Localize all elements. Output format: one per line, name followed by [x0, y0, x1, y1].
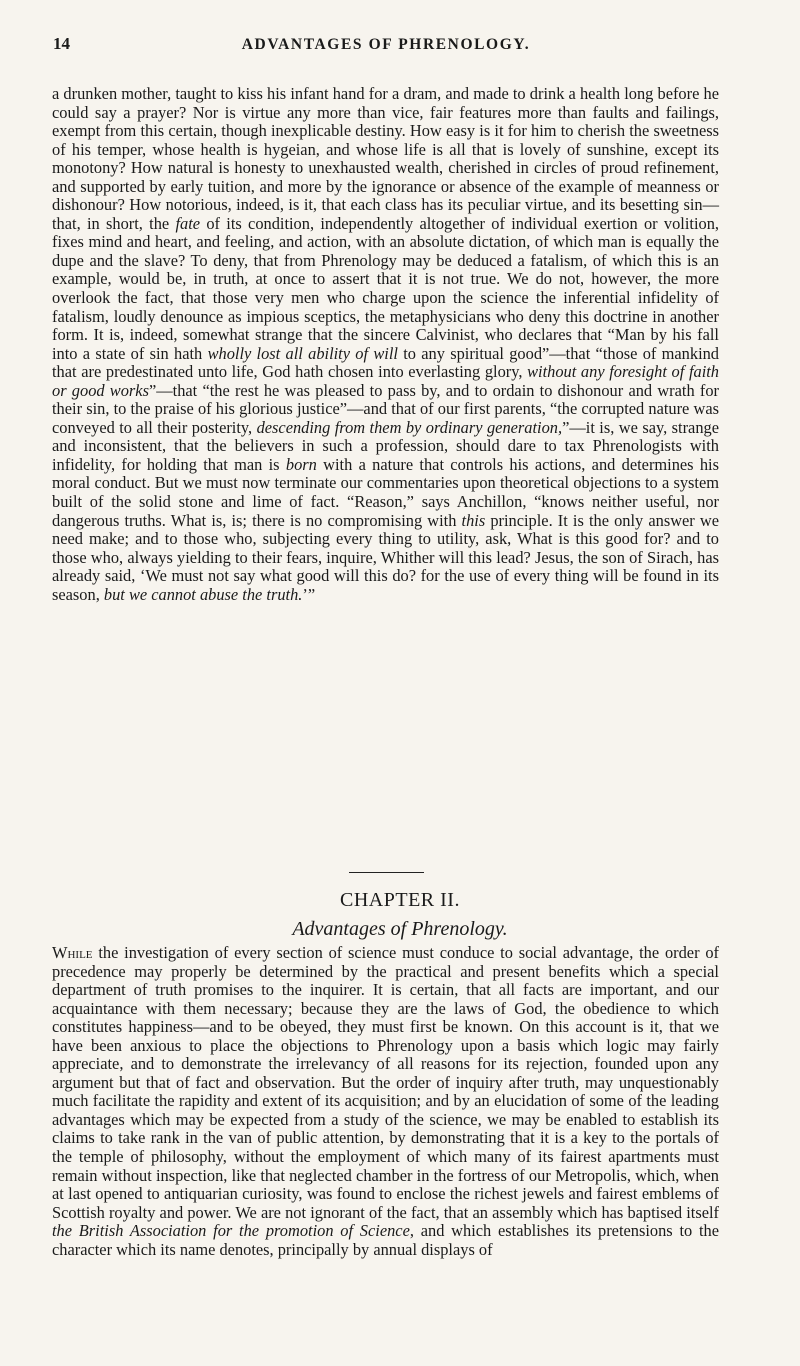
italic-run: wholly lost all ability of will: [207, 343, 398, 363]
text-run: ’”: [302, 584, 316, 604]
text-run: ”—it is, we say, strange and inconsistent, that the believers in such a profession, should dare to tax Phrenologists with infidelity, for holding that man is: [52, 417, 719, 474]
text-run: to any spiritual good”—that “those of mankind that are predestinated unto life, God hath chosen into everlasting glory,: [52, 343, 720, 382]
text-run: the investigation of every section of science must conduce to social advantage, the order of precedence may properly be determined by the practical and present benefits which a special department of truth promises to the inquirer. It is certain, that all facts are important, and our acquaintance with them necessary; because they are the laws of God, the obedience to which constitutes happiness—and to be obeyed, they must first be known. On this account is it, that we have been anxious to place the objections to Phrenology upon a basis which logic may fairly appreciate, and to demonstrate the irrelevancy of all reasons for its rejection, founded upon any argument but that of fact and observation. But the order of inquiry after truth, may unquestionably much facilitate the rapidity and extent of its acquisition; and by an elucidation of some of the leading advantages which may be expected from a study of the science, we may be enabled to establish its claims to take rank in the van of public attention, by demonstrating that it is a key to the portals of the temple of philosophy, without the employment of which many of its fairest apartments must remain without inspection, like that neglected chamber in the fortress of our Metropolis, which, when at last opened to antiquarian curiosity, was found to enclose the richest jewels and fairest emblems of Scottish royalty and power. We are not ignorant of the fact, that an assembly which has baptised itself: [52, 943, 719, 1222]
paragraph: [52, 85, 719, 604]
running-head: ADVANTAGES OF PHRENOLOGY.: [241, 36, 531, 53]
chapter-subtitle: Advantages of Phrenology.: [292, 918, 508, 940]
text-run: ”—that “the rest he was pleased to pass by, and to ordain to dishonour and wrath for their sin, to the praise of his glorious justice”—and that of our first parents, “the corrupted nature was conveyed to all their posterity,: [52, 380, 719, 437]
paragraph: [52, 944, 719, 1259]
opening-word: While: [52, 943, 93, 962]
italic-run: the British Association for the promotion of Science: [52, 1221, 410, 1241]
italic-run: descending from them by ordinary generation,: [256, 417, 563, 437]
page-number: 14: [53, 34, 70, 53]
italic-run: without any foresight of faith or good works: [52, 362, 719, 400]
chapter-body-text: [52, 944, 719, 1259]
chapter-heading: CHAPTER II.: [340, 889, 460, 911]
text-run: a drunken mother, taught to kiss his infant hand for a dram, and made to drink a health long before he could say a prayer? Nor is virtue any more than vice, fair features more than faults and failings, exempt from this certain, though inexplicable destiny. How easy is it for him to cherish the sweetness of his temper, whose health is hygeian, and whose life is all that is lovely of sunshine, except its monotony? How natural is honesty to unexhausted wealth, cherished in circles of proud refinement, and supported by early tuition, and more by the ignorance or absence of the example of meanness or dishonour? How notorious, indeed, is it, that each class has its peculiar virtue, and its besetting sin—that, in short, the: [52, 84, 719, 233]
italic-run: but we cannot abuse the truth.: [103, 584, 303, 604]
text-run: principle. It is the only answer we need make; and to those who, subjecting every thing to utility, ask, What is this good for? and to those who, always yielding to their fears, inquire, Whither will this lead? Jesus, the son of Sirach, has already said, ‘We must not say what good will this do? for the use of every thing will be found in its season,: [52, 510, 719, 604]
page-header: [53, 34, 719, 58]
italic-run: born: [285, 454, 317, 474]
text-run: , and which establishes its pretensions to the character which its name denotes, principally by annual displays of: [52, 1221, 719, 1259]
text-run: with a nature that controls his actions, and determines his moral conduct. But we must now terminate our commentaries upon theoretical objections to a system built of the solid stone and lime of fact. “Reason,” says Anchillon, “knows neither useful, nor dangerous truths. What is, is; there is no compromising with: [52, 454, 719, 530]
italic-run: this: [461, 510, 486, 530]
text-run: of its condition, independently altogether of individual exertion or volition, fixes mind and heart, and feeling, and action, with an absolute dictation, of which man is equally the dupe and the slave? To deny, that from Phrenology may be deduced a fatalism, of which this is an example, would be, in truth, at once to assert that it is not true. We do not, however, the more overlook the fact, that those very men who charge upon the science the inferential infidelity of fatalism, loudly denounce as impious sceptics, the metaphysicians who deny this doctrine in another form. It is, indeed, somewhat strange that the sincere Calvinist, who declares that “Man by his fall into a state of sin hath: [52, 213, 719, 363]
section-divider: [349, 872, 424, 873]
italic-run: fate: [175, 213, 201, 233]
body-text-continued: [52, 85, 719, 604]
